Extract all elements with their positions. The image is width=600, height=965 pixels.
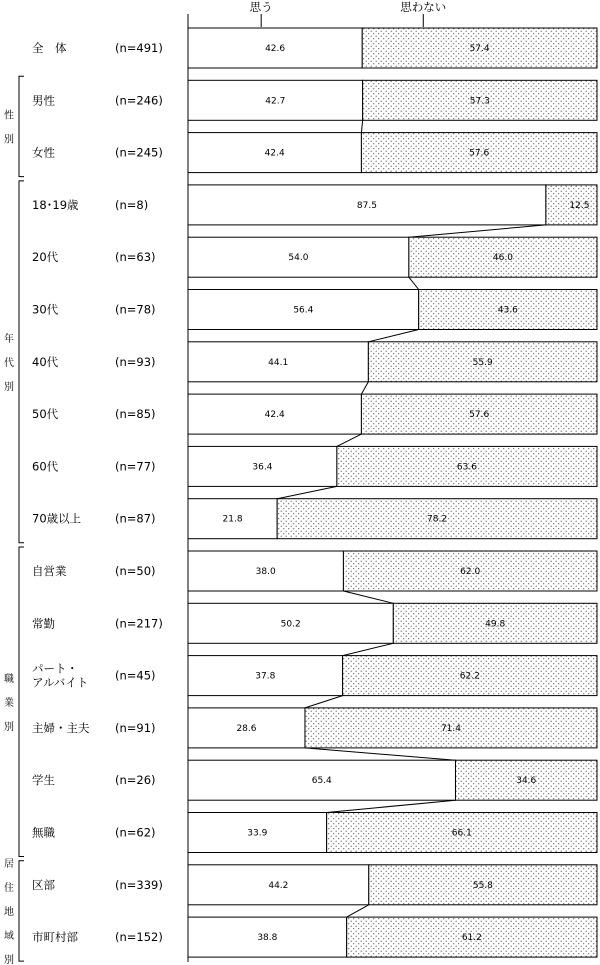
connector-line (409, 225, 546, 237)
data-label-disagree: 61.2 (461, 933, 482, 944)
sample-size-label: (n=246) (115, 93, 163, 108)
connector-line (361, 120, 362, 132)
data-label-agree: 50.2 (280, 619, 301, 630)
data-label-disagree: 57.3 (469, 96, 490, 107)
data-label-agree: 56.4 (293, 305, 314, 316)
connector-line (347, 905, 369, 917)
category-label: 無職 (32, 825, 55, 840)
data-label-disagree: 57.6 (469, 148, 490, 159)
data-label-agree: 36.4 (252, 462, 273, 473)
data-label-disagree: 49.8 (485, 619, 506, 630)
category-label: 常勤 (32, 616, 55, 631)
data-label-agree: 42.7 (265, 96, 286, 107)
data-label-disagree: 34.6 (516, 776, 537, 787)
sample-size-label: (n=85) (115, 407, 156, 422)
data-label-disagree: 57.6 (469, 410, 490, 421)
data-label-disagree: 12.5 (569, 200, 590, 211)
data-label-agree: 37.8 (255, 671, 276, 682)
connector-line (337, 434, 362, 446)
category-label: 60代 (32, 459, 59, 474)
sample-size-label: (n=217) (115, 616, 163, 631)
data-label-disagree: 55.8 (472, 880, 493, 891)
sample-size-label: (n=491) (115, 41, 163, 55)
connector-line (305, 748, 456, 760)
category-label: 70歳以上 (32, 511, 82, 526)
sample-size-label: (n=77) (115, 459, 156, 474)
sample-size-label: (n=50) (115, 564, 156, 578)
connector-line (409, 277, 419, 289)
group-label: 職業別 (4, 673, 14, 733)
group-bracket (19, 181, 24, 543)
connector-line (343, 591, 393, 603)
legend-label-0: 思う (249, 0, 273, 14)
data-label-disagree: 63.6 (456, 462, 477, 473)
group-label: 性別 (4, 110, 14, 146)
group-label: 年代別 (4, 333, 14, 393)
group-bracket (19, 547, 24, 857)
data-label-agree: 42.4 (264, 410, 285, 421)
connector-line (361, 382, 368, 394)
data-label-agree: 44.2 (268, 880, 289, 891)
data-label-agree: 87.5 (356, 200, 377, 211)
category-label: 区部 (32, 877, 55, 892)
data-label-disagree: 43.6 (497, 305, 518, 316)
group-label: 居住地域別 (4, 858, 14, 965)
connector-line (277, 486, 337, 498)
category-label: 男性 (32, 93, 55, 108)
category-label: 市町村部 (32, 930, 78, 945)
data-label-disagree: 55.9 (472, 357, 493, 368)
category-label: 40代 (32, 354, 59, 369)
sample-size-label: (n=45) (115, 668, 156, 683)
data-label-agree: 42.4 (264, 148, 285, 159)
category-label: 全 体 (32, 41, 67, 55)
data-label-agree: 33.9 (247, 828, 268, 839)
legend-label-1: 思わない (400, 0, 447, 14)
sample-size-label: (n=91) (115, 720, 156, 735)
category-label: 主婦・主夫 (32, 720, 90, 735)
data-label-agree: 38.0 (255, 567, 276, 577)
category-label: 30代 (32, 302, 59, 317)
category-label: 18･19歳 (32, 197, 79, 212)
data-label-agree: 54.0 (288, 253, 309, 264)
sample-size-label: (n=26) (115, 773, 156, 788)
sample-size-label: (n=245) (115, 145, 163, 160)
data-label-disagree: 46.0 (492, 253, 513, 264)
sample-size-label: (n=8) (115, 197, 149, 212)
sample-size-label: (n=87) (115, 511, 156, 526)
group-bracket (19, 861, 24, 961)
category-label: パート・アルバイト (32, 661, 89, 690)
data-label-agree: 38.8 (257, 933, 278, 944)
connector-line (343, 643, 394, 655)
data-label-agree: 44.1 (268, 357, 289, 368)
data-label-disagree: 62.0 (460, 567, 481, 577)
data-label-disagree: 62.2 (459, 671, 480, 682)
legend (250, 0, 447, 27)
data-label-agree: 65.4 (311, 776, 332, 787)
category-label: 学生 (32, 773, 55, 788)
data-label-agree: 28.6 (236, 723, 257, 734)
sample-size-label: (n=339) (115, 877, 163, 892)
sample-size-label: (n=62) (115, 825, 156, 840)
bars (188, 28, 597, 957)
data-label-disagree: 66.1 (451, 828, 472, 839)
data-label-agree: 42.6 (265, 44, 286, 54)
connector-line (368, 330, 418, 342)
connector-line (305, 696, 343, 708)
sample-size-label: (n=93) (115, 354, 156, 369)
sample-size-label: (n=78) (115, 302, 156, 317)
category-label: 女性 (32, 145, 55, 160)
data-label-disagree: 78.2 (427, 514, 448, 525)
data-label-disagree: 57.4 (469, 44, 490, 54)
data-label-disagree: 71.4 (440, 723, 462, 734)
data-label-agree: 21.8 (222, 514, 243, 525)
sample-size-label: (n=152) (115, 930, 163, 945)
connector-line (327, 800, 456, 812)
sample-size-label: (n=63) (115, 250, 156, 265)
category-label: 50代 (32, 407, 59, 422)
category-label: 自営業 (32, 564, 67, 578)
category-label: 20代 (32, 250, 59, 265)
group-bracket (19, 76, 24, 176)
